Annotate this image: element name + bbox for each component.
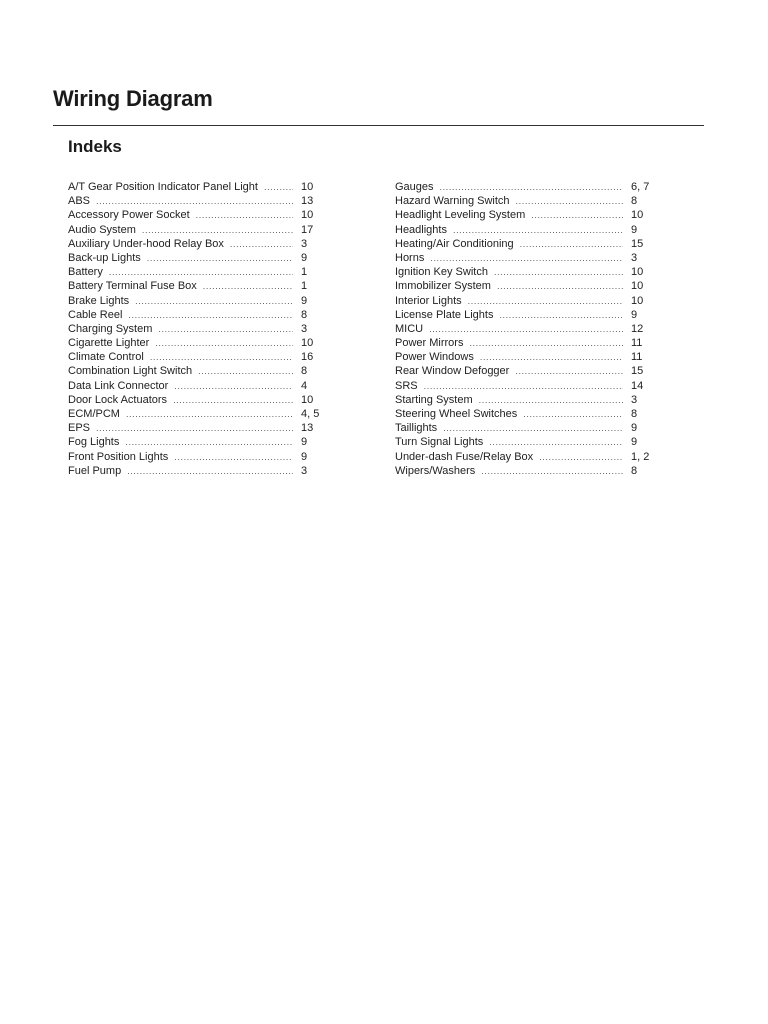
index-entry (68, 237, 323, 251)
index-entry (395, 393, 653, 407)
dot-leader (430, 251, 623, 265)
index-entry-page-number: 9 (631, 308, 638, 321)
index-entry-name: Hazard Warning Switch (395, 195, 510, 208)
index-entry-page-number: 10 (631, 209, 644, 222)
index-entry-name: Accessory Power Socket (68, 209, 190, 222)
index-entry-name: Power Windows (395, 351, 474, 364)
index-entry-name: Heating/Air Conditioning (395, 237, 514, 250)
index-entry-page-number: 3 (301, 237, 308, 250)
index-entry (395, 421, 653, 435)
dot-leader (429, 322, 623, 336)
index-entry (395, 265, 653, 279)
index-entry-page-number: 11 (631, 337, 643, 350)
index-entry-name: Battery (68, 266, 103, 279)
index-entry (68, 308, 323, 322)
dot-leader (174, 379, 293, 393)
index-entry-name: Cigarette Lighter (68, 337, 150, 350)
index-entry-page-number: 4, 5 (301, 408, 320, 420)
index-entry-name: Rear Window Defogger (395, 365, 510, 378)
index-entry (395, 223, 653, 237)
index-entry-page-number: 10 (631, 266, 644, 279)
index-entry-page-number: 11 (631, 351, 643, 364)
index-entry-name: Gauges (395, 181, 434, 193)
index-entry-page-number: 9 (631, 436, 638, 449)
index-entry-page-number: 8 (301, 365, 308, 378)
index-entry-page-number: 13 (301, 422, 314, 435)
index-entry-name: Power Mirrors (395, 337, 464, 350)
index-entry-name: License Plate Lights (395, 308, 494, 321)
dot-leader (158, 322, 293, 336)
index-entry (395, 435, 653, 449)
dot-leader (468, 294, 623, 308)
index-column-right (395, 180, 653, 478)
index-entry (395, 194, 653, 208)
dot-leader (494, 265, 623, 279)
index-entry-name: Fog Lights (68, 436, 120, 449)
page-title: Wiring Diagram (53, 86, 213, 111)
dot-leader (440, 180, 623, 194)
dot-leader (109, 265, 293, 279)
dot-leader (523, 407, 623, 421)
index-entry (395, 237, 653, 251)
index-entry (68, 421, 323, 435)
index-entry-page-number: 9 (631, 223, 638, 236)
index-entry (68, 379, 323, 393)
index-entry-name: Audio System (68, 223, 136, 236)
index-entry (395, 208, 653, 222)
index-entry-page-number: 3 (631, 251, 638, 264)
dot-leader (499, 308, 623, 322)
index-entry (68, 251, 323, 265)
index-entry (395, 279, 653, 293)
index-entry-name: ECM/PCM (68, 408, 120, 420)
index-entry-page-number: 8 (631, 195, 638, 208)
index-entry-name: Immobilizer System (395, 280, 491, 293)
index-entry-name: Interior Lights (395, 294, 462, 307)
dot-leader (96, 421, 293, 435)
index-entry (68, 208, 323, 222)
index-entry (395, 350, 653, 364)
index-entry (395, 294, 653, 308)
index-entry-page-number: 1, 2 (631, 450, 650, 463)
index-entry-page-number: 4 (301, 379, 308, 392)
dot-leader (203, 279, 293, 293)
dot-leader (150, 350, 293, 364)
index-entry-name: Taillights (395, 422, 438, 435)
dot-leader (155, 336, 293, 350)
index-entry-page-number: 10 (301, 209, 314, 222)
index-entry (68, 350, 323, 364)
index-entry-name: Starting System (395, 393, 473, 406)
dot-leader (128, 308, 293, 322)
index-entry-page-number: 15 (631, 365, 644, 378)
dot-leader (198, 364, 293, 378)
index-entry-name: Fuel Pump (68, 464, 122, 477)
dot-leader (453, 223, 623, 237)
index-entry (68, 279, 323, 293)
index-entry-page-number: 16 (301, 351, 314, 364)
index-entry (68, 322, 323, 336)
index-entry-page-number: 1 (301, 266, 308, 279)
index-entry-name: EPS (68, 422, 91, 435)
index-entry-name: Horns (395, 251, 425, 264)
index-entry-name: Steering Wheel Switches (395, 408, 518, 420)
index-entry-name: MICU (395, 322, 424, 335)
index-entry-name: Under-dash Fuse/Relay Box (395, 450, 534, 463)
index-entry-page-number: 9 (301, 436, 308, 449)
dot-leader (481, 464, 623, 478)
index-entry-name: Turn Signal Lights (395, 436, 484, 449)
index-entry-name: Ignition Key Switch (395, 266, 488, 279)
dot-leader (147, 251, 293, 265)
index-entry-name: Headlight Leveling System (395, 209, 526, 222)
index-entry (68, 336, 323, 350)
index-entry-page-number: 3 (631, 393, 638, 406)
index-entry (395, 450, 653, 464)
index-entry-page-number: 6, 7 (631, 181, 650, 193)
dot-leader (516, 194, 623, 208)
index-entry (395, 379, 653, 393)
index-entry-page-number: 9 (301, 294, 308, 307)
index-entry-page-number: 8 (301, 308, 308, 321)
dot-leader (479, 393, 623, 407)
dot-leader (539, 450, 623, 464)
index-entry (395, 336, 653, 350)
index-entry-name: Door Lock Actuators (68, 393, 168, 406)
index-entry (68, 223, 323, 237)
index-entry-page-number: 3 (301, 464, 308, 477)
index-entry-page-number: 14 (631, 379, 644, 392)
dot-leader (142, 223, 293, 237)
dot-leader (135, 294, 293, 308)
index-entry (68, 180, 323, 194)
index-entry (395, 464, 653, 478)
index-entry-name: Brake Lights (68, 294, 130, 307)
index-entry (395, 364, 653, 378)
index-entry-name: Cable Reel (68, 308, 123, 321)
dot-leader (520, 237, 623, 251)
index-entry (395, 251, 653, 265)
index-entry (68, 393, 323, 407)
index-entry (68, 364, 323, 378)
index-entry (395, 407, 653, 421)
index-entry-page-number: 10 (301, 181, 314, 193)
dot-leader (126, 407, 293, 421)
index-entry-page-number: 8 (631, 464, 638, 477)
index-entry (68, 450, 323, 464)
section-heading: Indeks (68, 137, 122, 156)
index-entry (68, 294, 323, 308)
index-entry-name: Charging System (68, 322, 153, 335)
index-entry-page-number: 13 (301, 195, 314, 208)
dot-leader (443, 421, 623, 435)
index-entry (68, 407, 323, 421)
dot-leader (531, 208, 623, 222)
index-entry-name: ABS (68, 195, 91, 208)
index-entry-page-number: 3 (301, 322, 308, 335)
index-entry (395, 322, 653, 336)
dot-leader (230, 237, 293, 251)
dot-leader (125, 435, 293, 449)
index-entry-page-number: 1 (301, 280, 308, 293)
dot-leader (196, 208, 293, 222)
index-entry (68, 435, 323, 449)
dot-leader (424, 379, 623, 393)
index-entry-page-number: 15 (631, 237, 644, 250)
index-entry-page-number: 17 (301, 223, 314, 236)
index-column-left (68, 180, 323, 478)
index-entry-page-number: 9 (301, 251, 308, 264)
index-entry-name: Back-up Lights (68, 251, 141, 264)
index-entry (68, 464, 323, 478)
dot-leader (173, 393, 293, 407)
dot-leader (515, 364, 623, 378)
index-entry-name: Wipers/Washers (395, 464, 476, 477)
index-entry-page-number: 9 (631, 422, 638, 435)
index-entry (395, 180, 653, 194)
dot-leader (469, 336, 623, 350)
index-entry-page-number: 8 (631, 408, 638, 420)
index-entry-name: Battery Terminal Fuse Box (68, 280, 197, 293)
index-entry-page-number: 10 (631, 294, 644, 307)
index-entry-page-number: 10 (301, 393, 314, 406)
index-entry-name: SRS (395, 379, 418, 392)
index-entry (68, 265, 323, 279)
dot-leader (264, 180, 293, 194)
index-entry (395, 308, 653, 322)
dot-leader (480, 350, 623, 364)
index-entry-name: Climate Control (68, 351, 144, 364)
index-entry-name: Front Position Lights (68, 450, 169, 463)
index-entry-name: Data Link Connector (68, 379, 169, 392)
index-entry-name: Headlights (395, 223, 447, 236)
dot-leader (497, 279, 623, 293)
index-entry-page-number: 12 (631, 322, 644, 335)
title-divider (53, 125, 704, 126)
index-entry-name: Auxiliary Under-hood Relay Box (68, 237, 224, 250)
index-entry-page-number: 10 (301, 337, 314, 350)
index-entry (68, 194, 323, 208)
dot-leader (96, 194, 293, 208)
index-entry-name: Combination Light Switch (68, 365, 193, 378)
index-entry-name: A/T Gear Position Indicator Panel Light (68, 181, 258, 193)
index-entry-page-number: 9 (301, 450, 308, 463)
dot-leader (489, 435, 623, 449)
dot-leader (174, 450, 293, 464)
dot-leader (127, 464, 293, 478)
index-entry-page-number: 10 (631, 280, 644, 293)
